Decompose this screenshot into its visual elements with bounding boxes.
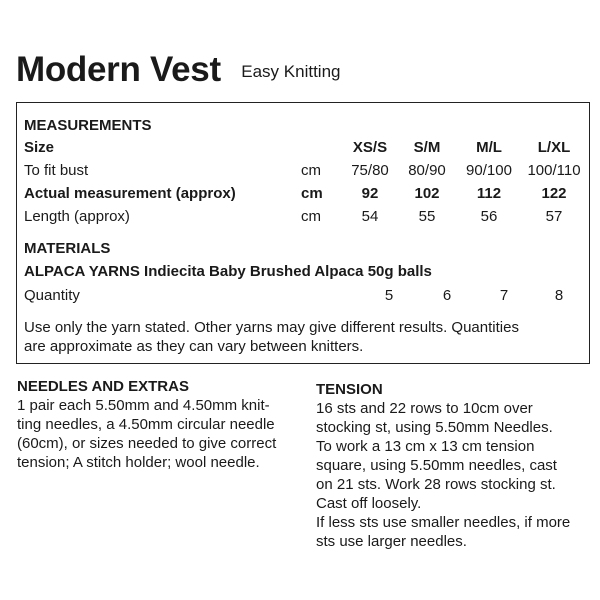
tension-heading: TENSION	[316, 381, 383, 398]
page-title: Modern Vest	[16, 50, 221, 89]
actual-value: 102	[414, 185, 440, 202]
materials-note-line: Use only the yarn stated. Other yarns may give different results. Quantities	[24, 319, 519, 336]
tension-line: 16 sts and 22 rows to 10cm over	[316, 400, 533, 417]
materials-heading: MATERIALS	[24, 240, 111, 257]
needles-line: (60cm), or sizes needed to give correct	[17, 435, 277, 452]
tension-section	[316, 380, 596, 551]
tension-line: If less sts use smaller needles, if more	[316, 514, 571, 531]
page-subtitle: Easy Knitting	[241, 62, 341, 81]
tension-line: sts use larger needles.	[316, 533, 467, 550]
bust-value: 90/100	[466, 162, 512, 179]
actual-value: 92	[361, 185, 379, 202]
size-header-xs-s: XS/S	[352, 139, 388, 156]
row-unit-length: cm	[301, 208, 321, 225]
bust-value: 75/80	[351, 162, 389, 179]
quantity-value: 7	[499, 287, 509, 304]
actual-value: 122	[541, 185, 567, 202]
length-value: 54	[361, 208, 379, 225]
size-header-l-xl: L/XL	[537, 139, 571, 156]
size-header-m-l: M/L	[476, 139, 502, 156]
tension-line: To work a 13 cm x 13 cm tension	[316, 438, 535, 455]
size-label: Size	[24, 139, 55, 156]
actual-value: 112	[476, 185, 502, 202]
quantity-value: 5	[384, 287, 394, 304]
tension-line: Cast off loosely.	[316, 495, 422, 512]
measurements-heading: MEASUREMENTS	[24, 117, 152, 134]
needles-line: ting needles, a 4.50mm circular needle	[17, 416, 275, 433]
bust-value: 80/90	[408, 162, 446, 179]
quantity-value: 6	[442, 287, 452, 304]
materials-note-line: are approximate as they can vary between knitters.	[24, 338, 364, 355]
bust-value: 100/110	[527, 162, 581, 179]
quantity-value: 8	[554, 287, 564, 304]
row-label-actual: Actual measurement (approx)	[24, 185, 236, 202]
needles-section	[17, 377, 307, 472]
needles-heading: NEEDLES AND EXTRAS	[17, 378, 189, 395]
yarn-description: ALPACA YARNS Indiecita Baby Brushed Alpaca 50g balls	[24, 263, 432, 280]
needles-line: tension; A stitch holder; wool needle.	[17, 454, 260, 471]
length-value: 56	[480, 208, 498, 225]
tension-line: square, using 5.50mm needles, cast	[316, 457, 557, 474]
quantity-label: Quantity	[24, 287, 80, 304]
tension-line: on 21 sts. Work 28 rows stocking st.	[316, 476, 556, 493]
row-label-length: Length (approx)	[24, 208, 130, 225]
length-value: 57	[545, 208, 563, 225]
row-unit-actual: cm	[301, 185, 323, 202]
row-label-bust: To fit bust	[24, 162, 89, 179]
title-row	[16, 50, 341, 90]
row-unit-bust: cm	[301, 162, 321, 179]
tension-line: stocking st, using 5.50mm Needles.	[316, 419, 553, 436]
needles-line: 1 pair each 5.50mm and 4.50mm knit-	[17, 397, 270, 414]
measurements-materials-box	[16, 102, 590, 364]
length-value: 55	[418, 208, 436, 225]
size-header-s-m: S/M	[413, 139, 441, 156]
